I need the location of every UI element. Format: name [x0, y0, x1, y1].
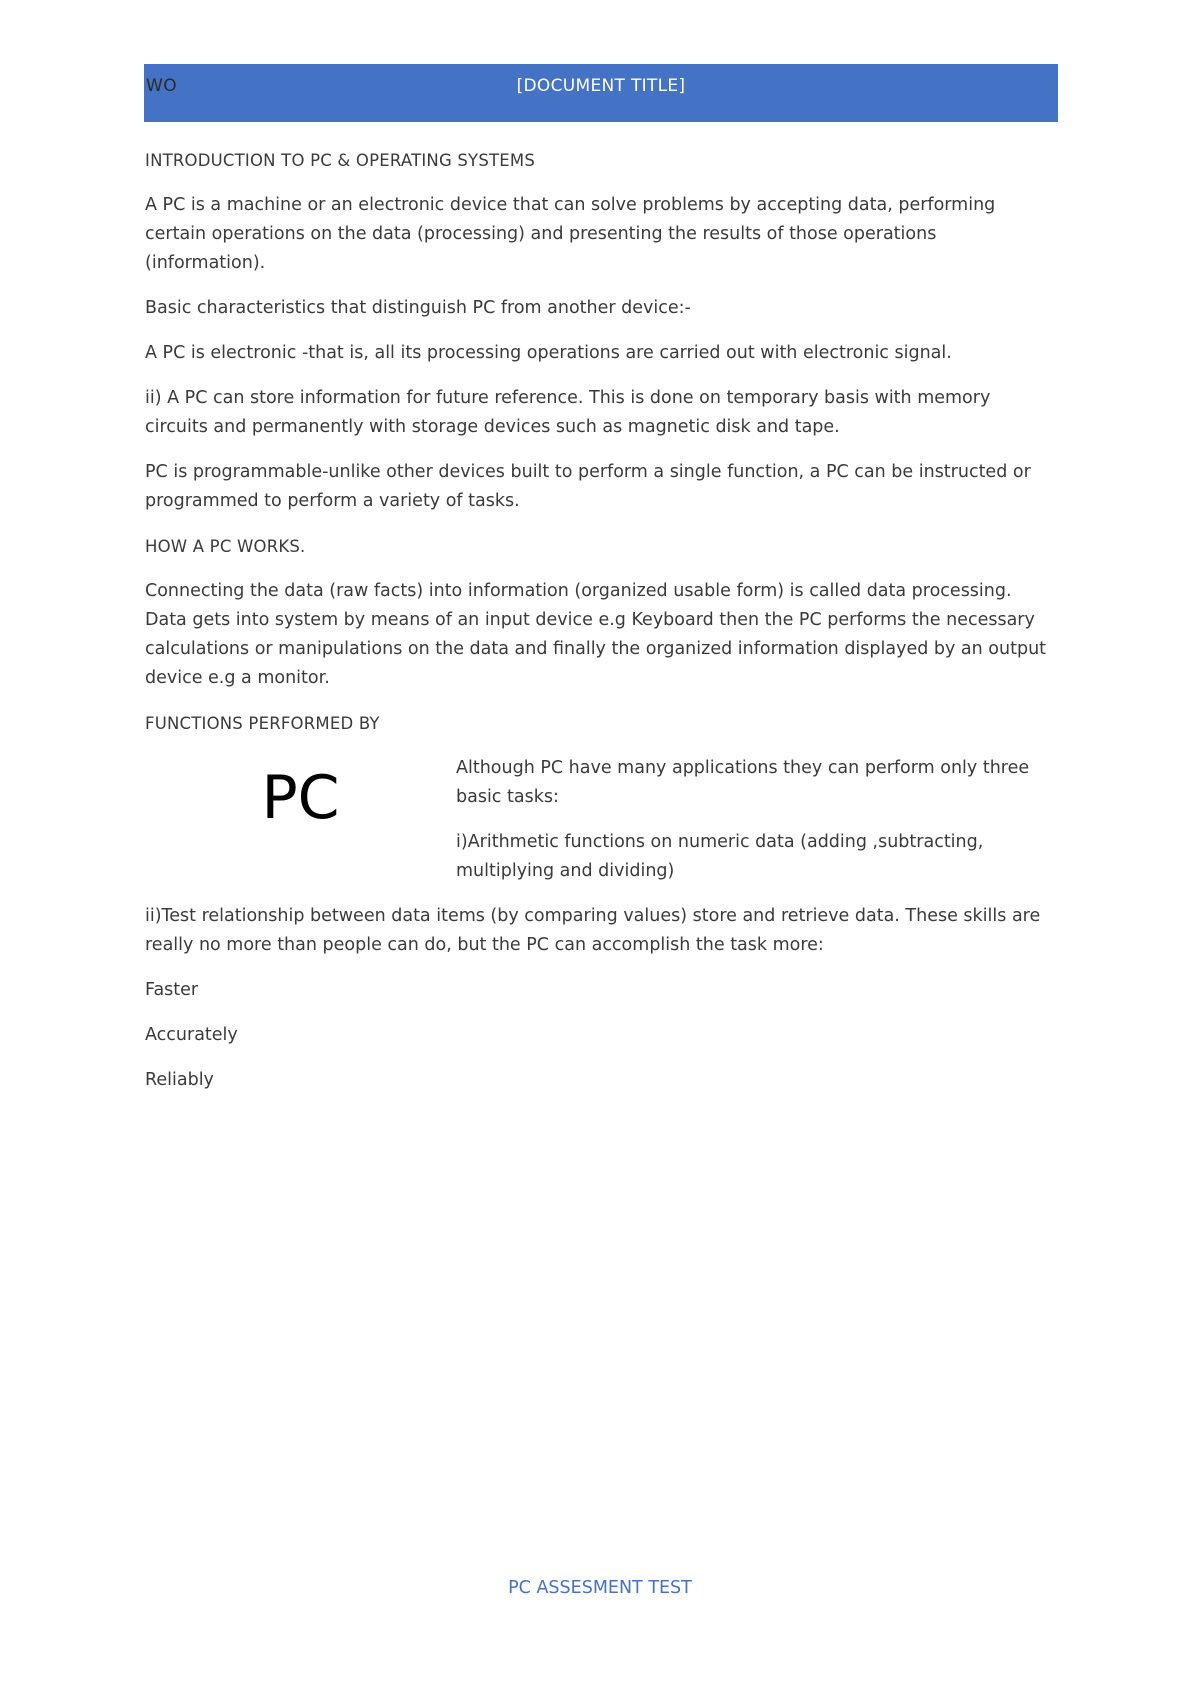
header-bar [144, 64, 1058, 122]
functions-right-column [456, 754, 1056, 886]
functions-section [145, 754, 1057, 886]
list-item-accurately: Accurately [145, 1025, 238, 1045]
paragraph-arithmetic: i)Arithmetic functions on numeric data (adding ,subtracting, multiplying and dividing) [456, 832, 984, 881]
list-item-reliably: Reliably [145, 1070, 214, 1090]
heading-functions: FUNCTIONS PERFORMED BY [145, 714, 380, 733]
paragraph-three-tasks: Although PC have many applications they can perform only three basic tasks: [456, 758, 1030, 807]
paragraph-test-relationship: ii)Test relationship between data items (by comparing values) store and retrieve data. These skills are really no more than people can do, but the PC can accomplish the task more: [145, 906, 1041, 955]
paragraph-definition: A PC is a machine or an electronic device that can solve problems by accepting data, performing certain operations on the data (processing) and presenting the results of those operations (information). [145, 195, 996, 273]
paragraph-storage: ii) A PC can store information for future reference. This is done on temporary basis with memory circuits and permanently with storage devices such as magnetic disk and tape. [145, 388, 991, 437]
paragraph-characteristics-intro: Basic characteristics that distinguish PC from another device:- [145, 298, 691, 318]
paragraph-programmable: PC is programmable-unlike other devices built to perform a single function, a PC can be instructed or programmed to perform a variety of tasks. [145, 462, 1031, 511]
footer-text: PC ASSESMENT TEST [508, 1578, 692, 1598]
heading-intro: INTRODUCTION TO PC & OPERATING SYSTEMS [145, 151, 536, 170]
header-left-text: WO [146, 76, 178, 96]
list-item-faster: Faster [145, 980, 199, 1000]
paragraph-how-works: Connecting the data (raw facts) into information (organized usable form) is called data processing. Data gets into system by means of an input device e.g Keyboard then the PC performs the necessary calculations or manipulations on the data and finally the organized information displayed by an output device e.g a monitor. [145, 581, 1047, 688]
pc-large-text: PC [261, 763, 340, 833]
document-title: [DOCUMENT TITLE] [516, 76, 686, 96]
heading-how-works: HOW A PC WORKS. [145, 537, 306, 556]
paragraph-electronic: A PC is electronic -that is, all its processing operations are carried out with electronic signal. [145, 343, 952, 363]
document-body [145, 146, 1057, 1111]
